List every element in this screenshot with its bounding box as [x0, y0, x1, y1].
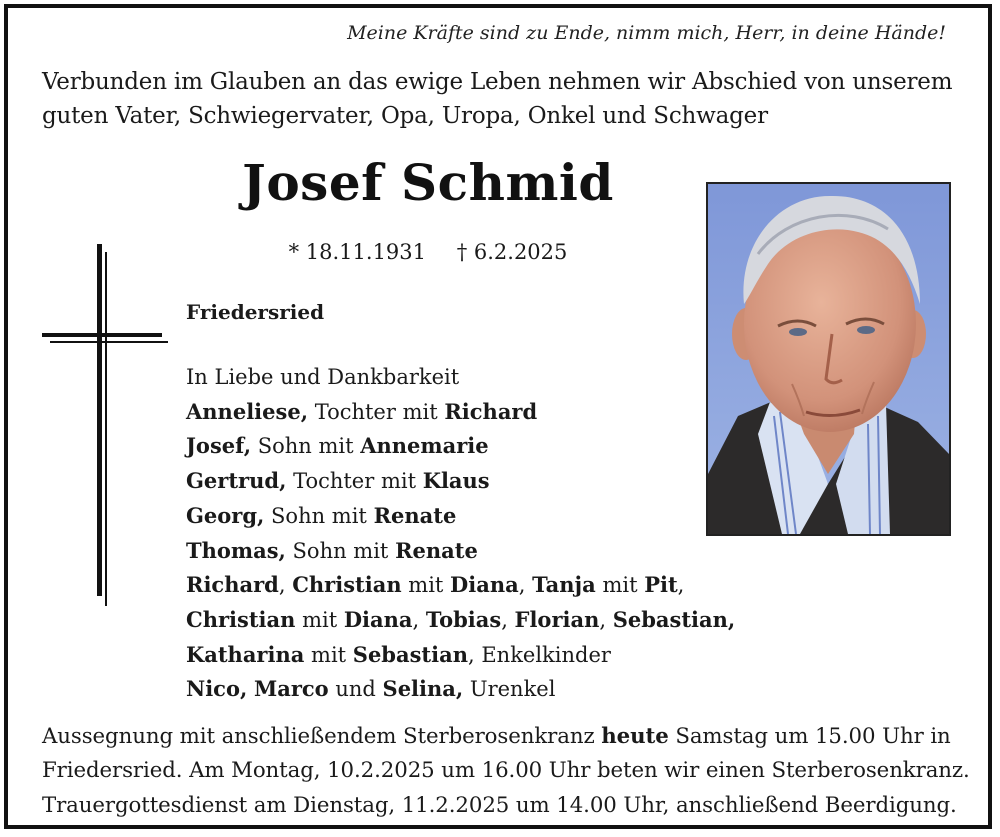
obituary-notice	[4, 4, 992, 829]
intro-line: Verbunden im Glauben an das ewige Leben nehmen wir Abschied von unserem	[42, 69, 953, 95]
intro-line: guten Vater, Schwiegervater, Opa, Uropa, Onkel und Schwager	[42, 103, 768, 129]
survivor-name: Tobias	[425, 606, 502, 632]
survivor-name: Sebastian	[352, 641, 468, 667]
survivor-name: Selina,	[382, 676, 464, 702]
survivor-text: mit	[401, 573, 451, 598]
survivor-text: ,	[518, 573, 533, 598]
survivor-text: Sohn mit	[264, 503, 374, 528]
survivor-line	[186, 603, 735, 638]
survivor-name: Richard	[444, 398, 538, 424]
survivor-line	[186, 395, 735, 430]
survivor-name: Christian	[186, 606, 296, 632]
survivor-line	[186, 638, 735, 673]
survivor-name: Josef,	[186, 433, 252, 459]
survivor-text: mit	[295, 607, 344, 632]
footer-emphasis: heute	[601, 724, 669, 749]
cross-icon	[42, 244, 172, 614]
survivor-line	[186, 499, 735, 534]
survivor-name: Tanja	[532, 572, 596, 598]
survivor-name: Renate	[395, 537, 478, 563]
survivor-name: Nico,	[186, 676, 248, 702]
survivor-name: Annemarie	[360, 433, 489, 459]
motto: Meine Kräfte sind zu Ende, nimm mich, Herr, in deine Hände!	[347, 22, 946, 44]
life-dates	[128, 240, 728, 264]
survivor-text: Sohn mit	[285, 538, 396, 563]
portrait-image	[708, 184, 949, 534]
survivor-text: Urenkel	[463, 677, 556, 702]
survivor-name: Anneliese,	[186, 398, 309, 424]
survivor-line	[186, 672, 735, 707]
footer-line	[42, 720, 992, 754]
survivor-text: ,	[599, 607, 613, 632]
portrait-photo	[706, 182, 951, 536]
survivor-name: Richard	[186, 572, 279, 598]
survivor-name: Renate	[373, 502, 457, 528]
survivor-line	[186, 429, 735, 464]
survivor-line	[186, 568, 735, 603]
footer-text: Samstag um 15.00 Uhr in	[668, 724, 951, 749]
survivors-heading: In Liebe und Dankbarkeit	[186, 365, 460, 389]
funeral-details	[42, 720, 992, 823]
survivor-text: , Enkelkinder	[467, 642, 611, 667]
survivor-line	[186, 534, 735, 569]
survivors-list	[186, 360, 735, 707]
deceased-name: Josef Schmid	[242, 153, 614, 212]
survivor-text: ,	[278, 573, 293, 598]
birth-date: * 18.11.1931	[288, 240, 427, 264]
footer-line: Trauergottesdienst am Dienstag, 11.2.2025 um 14.00 Uhr, anschließend Beerdigung.	[42, 792, 957, 818]
survivor-text: und	[328, 677, 383, 702]
survivor-text: mit	[304, 642, 353, 667]
survivor-name: Georg,	[186, 502, 265, 528]
survivor-name: Pit	[644, 572, 678, 598]
survivor-name: Diana	[450, 572, 519, 598]
footer-text: Aussegnung mit anschließendem Sterberosenkranz	[42, 724, 602, 749]
footer-line: Friedersried. Am Montag, 10.2.2025 um 16.00 Uhr beten wir einen Sterberosenkranz.	[42, 758, 970, 784]
survivor-name: Christian	[292, 572, 402, 598]
intro-text	[42, 65, 972, 133]
survivor-text: ,	[412, 607, 426, 632]
survivor-text: Tochter mit	[286, 469, 423, 494]
survivor-text: Tochter mit	[308, 399, 445, 424]
survivor-text: Sohn mit	[251, 434, 361, 459]
survivor-text: mit	[595, 573, 645, 598]
survivor-text	[247, 677, 254, 701]
death-date: † 6.2.2025	[456, 240, 568, 264]
survivor-name: Sebastian,	[612, 606, 736, 632]
survivor-name: Gertrud,	[186, 468, 287, 494]
survivor-name: Florian	[514, 606, 600, 632]
place-of-residence: Friedersried	[186, 300, 325, 324]
survivor-name: Marco	[253, 676, 329, 702]
survivor-text: ,	[501, 607, 515, 632]
survivor-name: Thomas,	[186, 537, 286, 563]
survivor-name: Diana	[343, 606, 413, 632]
survivor-line	[186, 464, 735, 499]
survivor-name: Katharina	[186, 641, 305, 667]
survivor-text: ,	[677, 573, 685, 598]
survivor-name: Klaus	[422, 468, 490, 494]
